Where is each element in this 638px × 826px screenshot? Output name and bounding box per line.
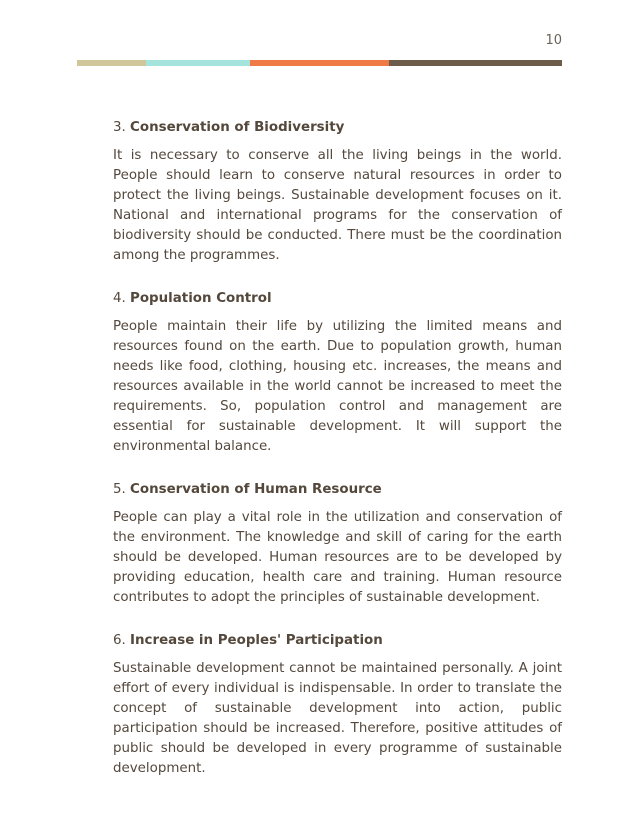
- section-title: Increase in Peoples' Participation: [130, 633, 383, 648]
- section-number: 3.: [113, 120, 126, 135]
- section-title: Conservation of Biodiversity: [130, 120, 345, 135]
- section-heading: [113, 118, 562, 138]
- section-biodiversity: [113, 118, 562, 266]
- section-heading: [113, 631, 562, 651]
- color-bar-segment: [146, 60, 250, 66]
- header-color-bar: [77, 60, 562, 66]
- section-body: People can play a vital role in the utilization and conservation of the environment. The knowledge and skill of caring for the earth should be developed. Human resources are to be developed by providing education, health care and training. Human resource contributes to adopt the principles of sustainable development.: [113, 510, 562, 605]
- color-bar-segment: [77, 60, 146, 66]
- section-body: It is necessary to conserve all the living beings in the world. People should learn to conserve natural resources in order to protect the living beings. Sustainable development focuses on it. National and international programs for the conservation of biodiversity should be conducted. There must be the coordination among the programmes.: [113, 148, 562, 263]
- section-population-control: [113, 289, 562, 457]
- page-number: 10: [545, 33, 562, 48]
- section-number: 6.: [113, 633, 126, 648]
- section-title: Conservation of Human Resource: [130, 482, 382, 497]
- section-human-resource: [113, 480, 562, 608]
- section-peoples-participation: [113, 631, 562, 779]
- color-bar-segment: [389, 60, 562, 66]
- section-heading: [113, 480, 562, 500]
- section-body: People maintain their life by utilizing the limited means and resources found on the earth. Due to population growth, human needs like food, clothing, housing etc. increases, the means and resources available in the world cannot be increased to meet the requirements. So, population control and management are essential for sustainable development. It will support the environmental balance.: [113, 319, 562, 454]
- section-title: Population Control: [130, 291, 272, 306]
- page-content: [113, 118, 562, 802]
- section-body: Sustainable development cannot be maintained personally. A joint effort of every individual is indispensable. In order to translate the concept of sustainable development into action, public participation should be increased. Therefore, positive attitudes of public should be developed in every programme of sustainable development.: [113, 661, 562, 776]
- section-number: 5.: [113, 482, 126, 497]
- section-heading: [113, 289, 562, 309]
- color-bar-segment: [250, 60, 389, 66]
- section-number: 4.: [113, 291, 126, 306]
